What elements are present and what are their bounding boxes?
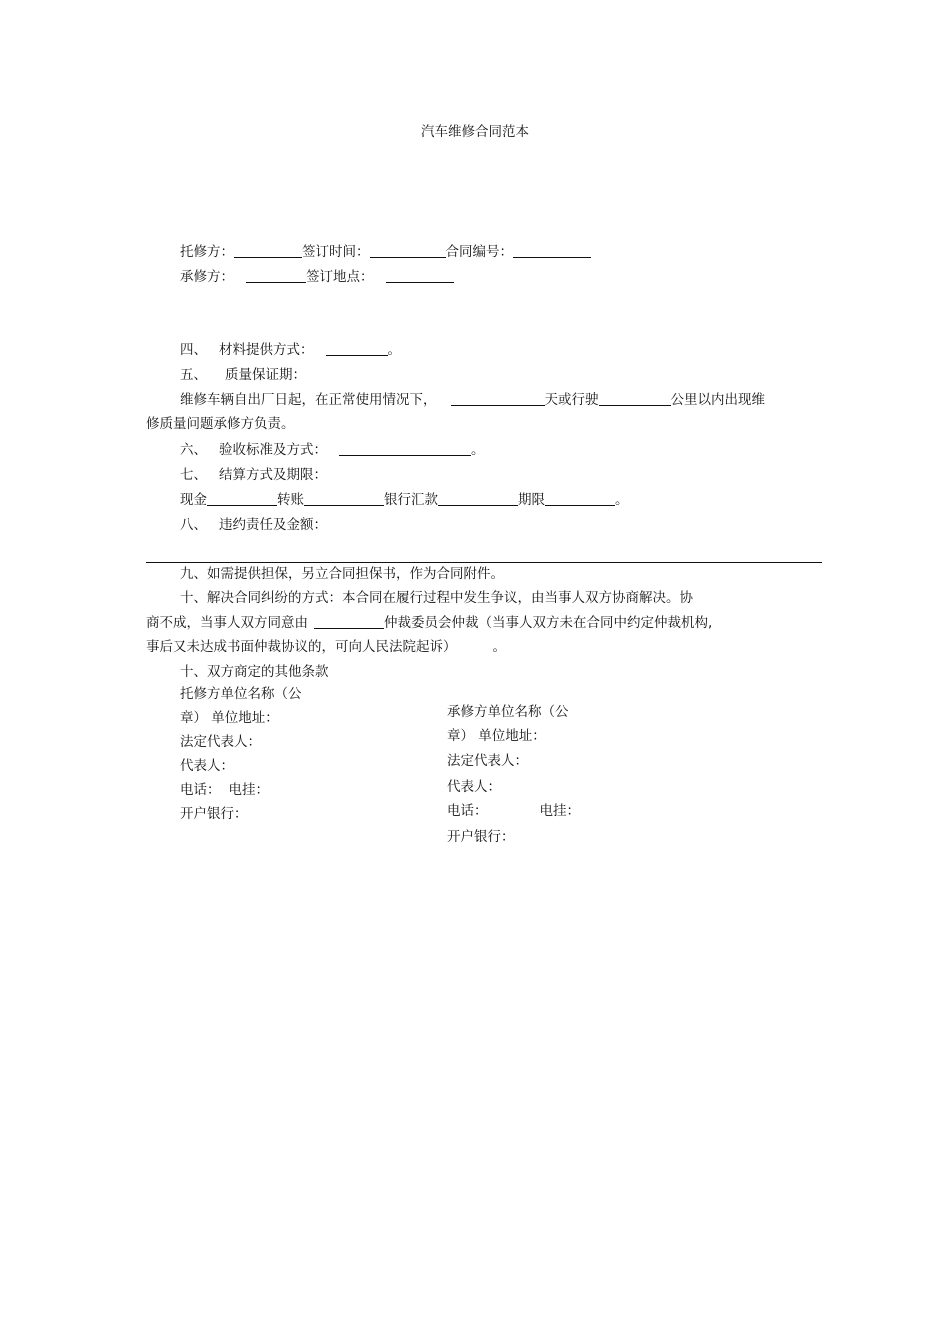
clause-5-body-cont: 修质量问题承修方负责。 <box>146 416 295 432</box>
clause-9: 九、如需提供担保，另立合同担保书，作为合同附件。 <box>180 566 504 582</box>
km-blank[interactable] <box>599 391 671 406</box>
clause-10-line-3 <box>146 638 506 656</box>
right-party-phone: 电话： <box>447 803 488 819</box>
clause-6-end: 。 <box>471 442 485 458</box>
left-party-name-b: 章） 单位地址： <box>180 710 279 726</box>
right-party-name-b: 章） 单位地址： <box>447 728 546 744</box>
clause-11: 十、双方商定的其他条款 <box>180 664 329 680</box>
clause-10-c2: 。 <box>492 639 506 655</box>
transfer-blank[interactable] <box>304 491 384 506</box>
contract-no-label: 合同编号： <box>445 244 513 260</box>
clause-4-text: 材料提供方式： <box>219 342 314 358</box>
bank-transfer-blank[interactable] <box>438 491 518 506</box>
contract-no-blank[interactable] <box>513 243 591 258</box>
clause-7-text: 结算方式及期限： <box>219 467 327 483</box>
term-label: 期限 <box>518 492 545 508</box>
clause-10-line-2 <box>146 614 712 632</box>
cash-blank[interactable] <box>207 491 277 506</box>
right-party-agent: 代表人： <box>447 779 501 795</box>
right-party-contact <box>447 802 580 820</box>
left-party-phone: 电话： <box>180 782 221 798</box>
sign-time-blank[interactable] <box>370 243 446 258</box>
sign-place-label: 签订地点： <box>306 269 374 285</box>
clause-10-c1: 事后又未达成书面仲裁协议的，可向人民法院起诉） <box>146 639 457 655</box>
clause-4-blank[interactable] <box>326 341 388 356</box>
clause-7-end: 。 <box>615 492 629 508</box>
clause-10-line-1: 十、解决合同纠纷的方式：本合同在履行过程中发生争议，由当事人双方协商解决。协 <box>180 590 693 606</box>
right-party-name-a: 承修方单位名称（公 <box>447 704 569 720</box>
arbitration-blank[interactable] <box>314 614 384 629</box>
days-blank[interactable] <box>451 391 545 406</box>
clause-5-text: 质量保证期： <box>225 367 306 383</box>
clause-8-fill-line[interactable] <box>146 562 822 563</box>
clause-6-text: 验收标准及方式： <box>219 442 327 458</box>
sign-place-blank[interactable] <box>386 268 454 283</box>
header-line-2 <box>180 268 454 286</box>
clause-4 <box>180 341 401 359</box>
right-party-bank: 开户银行： <box>447 829 515 845</box>
left-party-fax: 电挂： <box>228 782 269 798</box>
bank-transfer-label: 银行汇款 <box>384 492 438 508</box>
left-party-legal-rep: 法定代表人： <box>180 734 261 750</box>
clause-5-number: 五、 <box>180 367 207 383</box>
clause-8 <box>180 516 327 534</box>
clause-7 <box>180 466 327 484</box>
left-party-contact <box>180 781 269 799</box>
clause-4-end: 。 <box>387 342 401 358</box>
clause-5-body <box>180 391 765 409</box>
clause-7-body <box>180 491 629 509</box>
document-title: 汽车维修合同范本 <box>421 124 529 140</box>
client-label: 托修方： <box>180 244 234 260</box>
clause-8-text: 违约责任及金额： <box>219 517 327 533</box>
term-blank[interactable] <box>545 491 615 506</box>
clause-8-number: 八、 <box>180 517 207 533</box>
right-party-legal-rep: 法定代表人： <box>447 753 528 769</box>
left-party-agent: 代表人： <box>180 758 234 774</box>
client-blank[interactable] <box>234 243 302 258</box>
clause-4-number: 四、 <box>180 342 207 358</box>
contractor-label: 承修方： <box>180 269 234 285</box>
left-party-bank: 开户银行： <box>180 806 248 822</box>
clause-10-b1: 商不成，当事人双方同意由 <box>146 615 308 631</box>
clause-7-number: 七、 <box>180 467 207 483</box>
clause-5-body-b: 天或行驶 <box>544 392 599 408</box>
clause-10-b2: 仲裁委员会仲裁（当事人双方未在合同中约定仲裁机构, <box>384 615 713 631</box>
clause-5-body-a: 维修车辆自出厂日起，在正常使用情况下， <box>180 392 437 408</box>
right-party-fax: 电挂： <box>539 803 580 819</box>
sign-time-label: 签订时间： <box>302 244 370 260</box>
contractor-blank[interactable] <box>246 268 306 283</box>
left-party-name-a: 托修方单位名称（公 <box>180 686 302 702</box>
transfer-label: 转账 <box>277 492 304 508</box>
clause-5-body-c: 公里以内出现维 <box>670 392 765 408</box>
cash-label: 现金 <box>180 492 207 508</box>
clause-6-blank[interactable] <box>339 441 471 456</box>
header-line-1 <box>180 243 591 261</box>
clause-6 <box>180 441 485 459</box>
clause-5 <box>180 366 306 384</box>
clause-6-number: 六、 <box>180 442 207 458</box>
